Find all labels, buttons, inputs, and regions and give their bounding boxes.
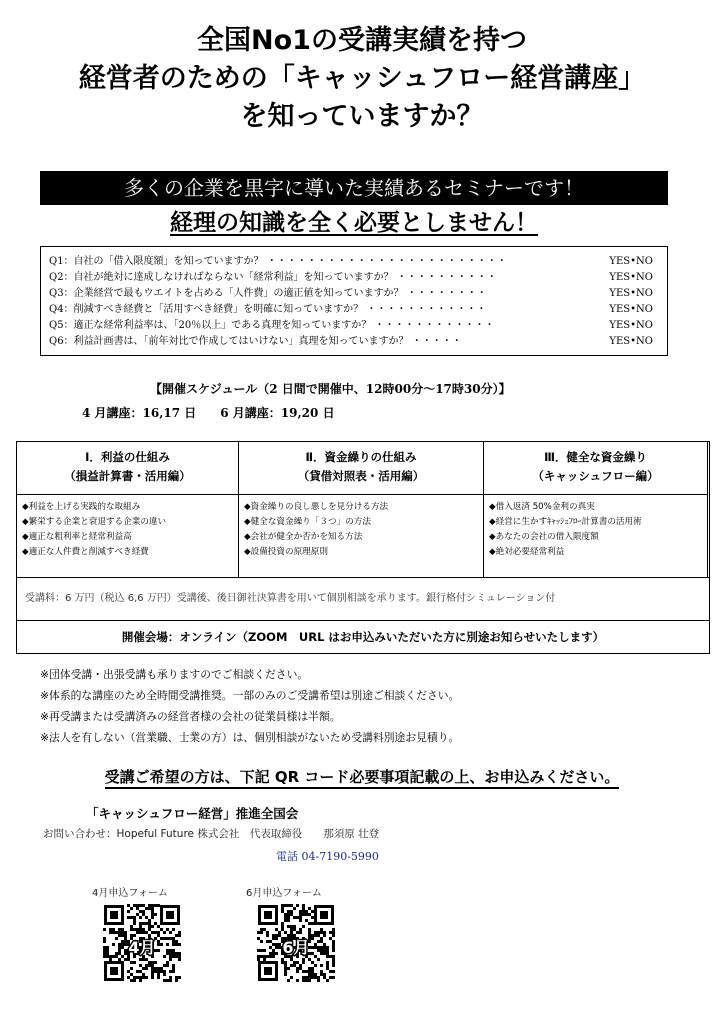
headline-line-1: 全国No1の受講実績を持つ [197, 25, 527, 56]
no-accounting-needed-banner [40, 207, 668, 241]
course-title: Ⅰ．利益の仕組み [85, 450, 170, 464]
yes-no-answer: YES•NO [609, 256, 653, 267]
seminar-banner: 多くの企業を黒字に導いた実績あるセミナーです！ [40, 171, 668, 205]
question-text: Q5：適正な経常利益率は、「20％以上」である真理を知っていますか？ ・・・・・・・・・・・・ [49, 320, 495, 331]
course-title: Ⅱ．資金繰りの仕組み [305, 450, 417, 464]
venue-info: 開催会場：オンライン（ZOOM URL はお申込みいただいた方に別途お知らせいたします） [121, 630, 605, 644]
course-item: ◆資金繰りの良し悪しを見分ける方法 [244, 502, 389, 512]
course-items [489, 500, 704, 560]
course-item: ◆利益を上げる実践的な取組み [22, 502, 141, 512]
question-row [49, 254, 659, 269]
course-item: ◆会社が健全か否かを知る方法 [244, 532, 363, 542]
course-title: Ⅲ．健全な資金繰り [544, 450, 647, 464]
course-header [484, 442, 707, 495]
course-subtitle: （貸借対照表・活用編） [297, 469, 425, 483]
course-item: ◆あなたの会社の借入限度額 [489, 532, 599, 542]
course-header [239, 442, 483, 495]
question-row [49, 302, 659, 317]
course-subtitle: （キャッシュフロー編） [532, 469, 659, 483]
questions-box [40, 246, 668, 356]
note-item: ※団体受講・出張受講も承りますのでご相談ください。 [40, 668, 309, 681]
yes-no-answer: YES•NO [609, 288, 653, 299]
course-item: ◆経営に生かすｷｬｯｼｭﾌﾛｰ計算書の活用術 [489, 517, 642, 527]
course-item: ◆絶対必要経常利益 [489, 547, 565, 557]
note-item: ※再受講または受講済みの経営者様の会社の従業員様は半額。 [40, 710, 341, 723]
course-item: ◆適正な人件費と削減すべき経費 [22, 547, 149, 557]
question-text: Q2：自社が絶対に達成しなければならない「経常利益」を知っていますか？ ・・・・・・・・・・ [49, 272, 497, 283]
note-item: ※体系的な講座のため全時間受講推奨。一部のみのご受講希望は別途ご相談ください。 [40, 689, 460, 702]
headline-line-3: を知っていますか？ [240, 101, 484, 132]
course-header [17, 442, 238, 495]
sub-banner-text: 経理の知識を全く必要としません！ [170, 210, 538, 236]
course-items [244, 500, 480, 560]
qr-code-june-icon[interactable] [256, 903, 336, 983]
course-item: ◆健全な資金繰り「３つ」の方法 [244, 517, 371, 527]
course-item: ◆適正な粗利率と経常利益高 [22, 532, 132, 542]
notes-list [40, 664, 700, 748]
apply-instruction [30, 765, 694, 789]
qr-label-april: 4月申込フォーム [92, 888, 168, 899]
course-item: ◆繁栄する企業と衰退する企業の違い [22, 517, 167, 527]
course-column-cashflow [239, 442, 484, 577]
note-item: ※法人を有しない（営業職、士業の方）は、個別相談がないため受講料別途お見積り。 [40, 731, 460, 744]
question-text: Q1：自社の「借入限度額」を知っていますか？ ・・・・・・・・・・・・・・・・・・・・・・・・ [49, 256, 507, 267]
schedule-dates: 4 月講座：16,17 日 6 月講座：19,20 日 [82, 406, 335, 420]
yes-no-answer: YES•NO [609, 304, 653, 315]
headline-line-2: 経営者のための「キャッシュフロー経営講座」 [78, 63, 646, 94]
question-row [49, 334, 659, 349]
course-subtitle: （損益計算書・活用編） [64, 469, 191, 483]
yes-no-answer: YES•NO [609, 272, 653, 283]
yes-no-answer: YES•NO [609, 320, 653, 331]
question-text: Q4：削減すべき経費と「活用すべき経費」を明確に知っていますか？ ・・・・・・・・・・・・ [49, 304, 487, 315]
course-column-profit [17, 442, 239, 577]
question-row [49, 318, 659, 333]
question-row [49, 286, 659, 301]
contact-info: お問い合わせ：Hopeful Future 株式会社 代表取締役 那須原 壮登 [43, 828, 380, 840]
qr-overlay-june: 6月 [282, 938, 310, 957]
qr-code-april-icon[interactable] [102, 903, 182, 983]
phone-number: 電話 04-7190-5990 [276, 850, 379, 863]
question-text: Q3：企業経営で最もウエイトを占める「人件費」の適正値を知っていますか？ ・・・・・・・・ [49, 288, 487, 299]
yes-no-answer: YES•NO [609, 336, 653, 347]
organizer-name: 「キャッシュフロー経営」推進全国会 [86, 806, 299, 821]
course-item: ◆借入返済 50%金利の真実 [489, 502, 595, 512]
course-items [22, 500, 235, 560]
course-item: ◆設備投資の原理原則 [244, 547, 328, 557]
course-grid [16, 441, 710, 654]
apply-text: 受講ご希望の方は、下記 QR コード必要事項記載の上、お申込みください。 [105, 768, 620, 789]
qr-overlay-april: 4月 [128, 938, 156, 957]
question-row [49, 270, 659, 285]
question-text: Q6：利益計画書は、「前年対比で作成してはいけない」真理を知っていますか？ ・・・・・ [49, 336, 462, 347]
course-column-healthy-funds [484, 442, 708, 577]
schedule-title: 【開催スケジュール（2 日間で開催中、12時00分～17時30分）】 [150, 382, 511, 396]
fee-info: 受講料：6 万円（税込 6,6 万円）受講後、後日御社決算書を用いて個別相談を承ります。銀行格付シミュレーション付 [17, 577, 709, 621]
qr-label-june: 6月申込フォーム [246, 888, 322, 899]
